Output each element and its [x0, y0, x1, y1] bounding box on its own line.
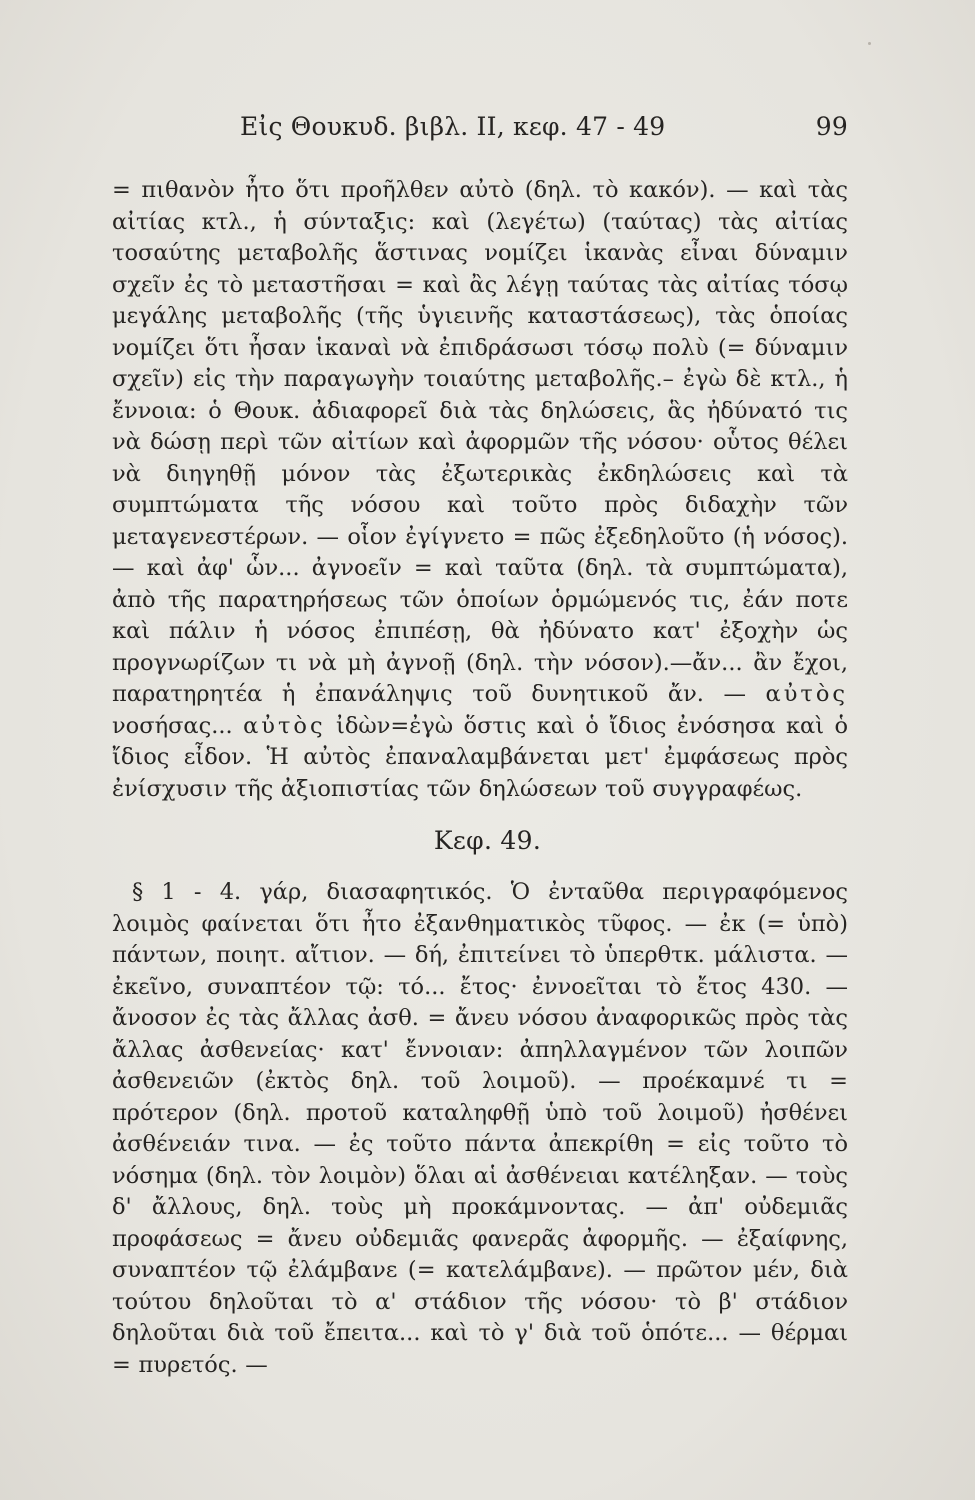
- paragraph-text: = πιθανὸν ἦτο ὅτι προῆλθεν αὐτὸ (δηλ. τὸ κακόν). — καὶ τὰς αἰτίας κτλ., ἡ σύνταξις: καὶ (λεγέτω) (ταύτας) τὰς αἰτίας τοσαύτης μεταβολῆς ἅστινας νομίζει ἱκανὰς εἶναι δύναμιν σχεῖν ἐς τὸ μεταστῆσαι = καὶ ἂς λέγῃ ταύτας τὰς αἰτίας τόσῳ μεγάλης μεταβολῆς (τῆς ὑγιεινῆς καταστάσεως), τὰς ὁποίας νομίζει ὅτι ἦσαν ἱκαναὶ νὰ ἐπιδράσωσι τόσῳ πολὺ (= δύναμιν σχεῖν) εἰς τὴν παραγωγὴν τοιαύτης μεταβολῆς.– ἐγὼ δὲ κτλ., ἡ ἔννοια: ὁ Θουκ. ἀδιαφορεῖ διὰ τὰς δηλώσεις, ἃς ἠδύνατό τις νὰ δώσῃ περὶ τῶν αἰτίων καὶ ἀφορμῶν τῆς νόσου· οὗτος θέλει νὰ διηγηθῇ μόνον τὰς ἐξωτερικὰς ἐκδηλώσεις καὶ τὰ συμπτώματα τῆς νόσου καὶ τοῦτο πρὸς διδαχὴν τῶν μεταγενεστέρων. — οἷον ἐγίγνετο = πῶς ἐξεδηλοῦτο (ἡ νόσος). — καὶ ἀφ' ὧν... ἀγνοεῖν = καὶ ταῦτα (δηλ. τὰ συμπτώματα), ἀπὸ τῆς παρατηρήσεως τῶν ὁποίων ὁρμώμενός τις, ἐάν ποτε καὶ πάλιν ἡ νόσος ἐπιπέσῃ, θὰ ἠδύνατο κατ' ἐξοχὴν ὡς προγνωρίζων τι νὰ μὴ ἀγνοῇ (δηλ. τὴν νόσον).—ἄν... ἂν ἔχοι, παρατηρητέα ἡ ἐπανάληψις τοῦ δυνητικοῦ ἄν. —: [112, 177, 848, 707]
- page-header: [112, 112, 848, 146]
- spaced-emphasis-word: αὐτὸς: [243, 712, 326, 739]
- commentary-paragraph-ch49: § 1 - 4. γάρ, διασαφητικός. Ὁ ἐνταῦθα περιγραφόμενος λοιμὸς φαίνεται ὅτι ἦτο ἐξανθηματικὸς τῦφος. — ἐκ (= ὑπὸ) πάντων, ποιητ. αἴτιον. — δή, ἐπιτείνει τὸ ὑπερθτκ. μάλιστα. — ἐκεῖνο, συναπτέον τῷ: τό... ἔτος· ἐννοεῖται τὸ ἔτος 430. — ἄνοσον ἐς τὰς ἄλλας ἀσθ. = ἄνευ νόσου ἀναφορικῶς πρὸς τὰς ἄλλας ἀσθενείας· κατ' ἔννοιαν: ἀπηλλαγμένον τῶν λοιπῶν ἀσθενειῶν (ἐκτὸς δηλ. τοῦ λοιμοῦ). — προέκαμνέ τι = πρότερον (δηλ. προτοῦ καταληφθῇ ὑπὸ τοῦ λοιμοῦ) ἠσθένει ἀσθένειάν τινα. — ἐς τοῦτο πάντα ἀπεκρίθη = εἰς τοῦτο τὸ νόσημα (δηλ. τὸν λοιμὸν) ὅλαι αἱ ἀσθένειαι κατέληξαν. — τοὺς δ' ἄλλους, δηλ. τοὺς μὴ προκάμνοντας. — ἀπ' οὐδεμιᾶς προφάσεως = ἄνευ οὐδεμιᾶς φανερᾶς ἀφορμῆς. — ἐξαίφνης, συναπτέον τῷ ἐλάμβανε (= κατελάμβανε). — πρῶτον μέν, διὰ τούτου δηλοῦται τὸ α' στάδιον τῆς νόσου· τὸ β' στάδιον δηλοῦται διὰ τοῦ ἔπειτα... καὶ τὸ γ' διὰ τοῦ ὁπότε... — θέρμαι = πυρετός. —: [112, 879, 848, 1378]
- running-title: Εἰς Θουκυδ. βιβλ. II, κεφ. 47 - 49: [240, 112, 666, 141]
- chapter-heading: Κεφ. 49.: [433, 826, 542, 855]
- paragraph-text: ἰδὼν=ἐγὼ ὅστις καὶ ὁ ἴδιος ἐνόσησα καὶ ὁ ἴδιος εἶδον. Ἡ αὐτὸς ἐπαναλαμβάνεται μετ' ἐμφάσεως πρὸς ἐνίσχυσιν τῆς ἀξιοπιστίας τῶν δηλώσεων τοῦ συγγραφέως.: [112, 712, 849, 802]
- paper-speck: [868, 42, 871, 45]
- commentary-paragraph-ch48: [112, 175, 848, 805]
- paragraph-text: νοσήσας...: [112, 712, 233, 739]
- spaced-emphasis-word: αὐτὸς: [765, 681, 849, 707]
- page-number: 99: [815, 112, 848, 141]
